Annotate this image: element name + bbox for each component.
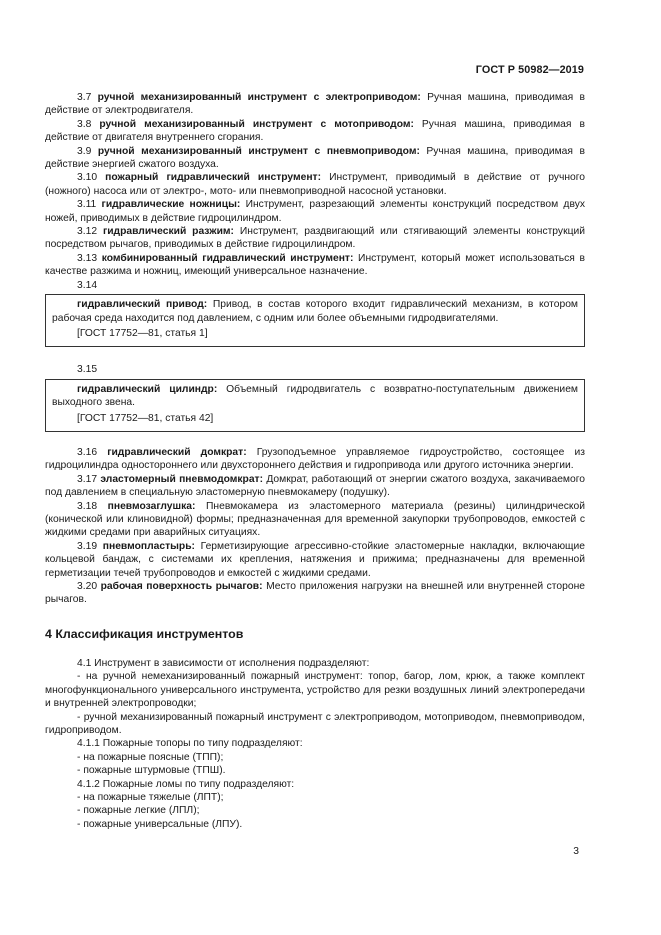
definition-3-9 — [45, 145, 585, 172]
list-item — [45, 764, 585, 777]
paragraph: 4.1.1 Пожарные топоры по типу подразделяют: — [77, 738, 303, 750]
clause-number: 3.18 — [77, 500, 98, 512]
term: гидравлические ножницы: — [101, 199, 241, 211]
clause-number: 3.13 — [77, 252, 98, 264]
quoted-definition-box — [45, 379, 585, 432]
paragraph: 4.1 Инструмент в зависимости от исполнения подразделяют: — [77, 658, 370, 669]
section-4-body — [45, 657, 585, 831]
quoted-definition — [52, 298, 578, 325]
clause-number: 3.9 — [77, 145, 92, 157]
definition-3-13 — [45, 252, 585, 279]
definition-text: Ручная машина, приводимая в действие от электродвигателя. — [45, 92, 585, 117]
definition-text: Место приложения нагрузки на внешней или внутренней стороне рычагов. — [45, 581, 585, 606]
list-dash: - — [77, 751, 81, 763]
document-code: ГОСТ Р 50982—2019 — [475, 64, 584, 76]
clause-number: 3.16 — [77, 446, 98, 458]
definition-text: Герметизирующие агрессивно-стойкие эластомерные накладки, включающие кольцевой бандаж, с системами их крепления, натяжения и прижима; предназначены для временной герметизации течей трубопроводов и емкостей с жидкими средами. — [45, 540, 585, 579]
definition-text: Домкрат, работающий от энергии сжатого воздуха, закачиваемого под давлением в специальную эластомерную пневмокамеру (подушку). — [45, 473, 585, 499]
list-item — [45, 670, 585, 710]
definition-3-17 — [45, 473, 585, 500]
clause-number: 3.14 — [77, 279, 98, 291]
quoted-definition-box — [45, 294, 585, 347]
list-dash: - — [77, 671, 81, 683]
definition-3-12 — [45, 225, 585, 252]
clause-number: 3.12 — [77, 226, 98, 238]
term: эластомерный пневмодомкрат: — [100, 473, 264, 485]
clause-number: 3.8 — [77, 118, 92, 130]
paragraph: 4.1.2 Пожарные ломы по типу подразделяют: — [77, 778, 295, 790]
definition-text: Объемный гидродвигатель с возвратно-поступательным движением выходного звена. — [52, 383, 578, 409]
definition-text: Инструмент, приводимый в действие от ручного (ножного) насоса или от электро-, мото- или пневмоприводной насосной установки. — [45, 172, 585, 197]
list-item — [45, 818, 585, 831]
term: ручной механизированный инструмент с электроприводом: — [97, 92, 421, 103]
clause-number: 3.17 — [77, 473, 98, 485]
list-item-text: пожарные штурмовые (ТПШ). — [83, 765, 226, 777]
list-item-text: на пожарные поясные (ТПП); — [83, 751, 224, 763]
clause-number: 3.11 — [77, 199, 97, 211]
definition-3-18 — [45, 500, 585, 540]
section-heading: 4 Классификация инструментов — [45, 627, 244, 641]
list-dash: - — [77, 765, 81, 777]
definition-text: Инструмент, который может использоваться в качестве разжима и ножниц, имеющий универсальное назначение. — [45, 252, 585, 278]
definition-3-16 — [45, 446, 585, 473]
clause-number: 3.7 — [77, 92, 92, 103]
clause-number: 3.10 — [77, 172, 98, 184]
source-reference: [ГОСТ 17752—81, статья 1] — [77, 327, 208, 339]
definitions-block — [45, 91, 585, 607]
list-dash: - — [77, 818, 81, 830]
term: гидравлический разжим: — [102, 226, 234, 238]
list-item — [45, 791, 585, 804]
list-item-text: пожарные универсальные (ЛПУ). — [83, 818, 243, 830]
term: комбинированный гидравлический инструмент: — [101, 252, 354, 264]
term: ручной механизированный инструмент с пневмоприводом: — [97, 145, 420, 157]
list-item-text: на ручной немеханизированный пожарный инструмент: топор, багор, лом, крюк, а также комплект многофункционального универсального инструмента, устройство для резки воздушных линий электропередачи и внутренней электропроводки; — [45, 671, 585, 710]
clause-number: 3.19 — [77, 540, 98, 552]
term: пожарный гидравлический инструмент: — [105, 172, 322, 184]
clause-number: 3.15 — [77, 364, 98, 376]
source-reference: [ГОСТ 17752—81, статья 42] — [77, 412, 214, 424]
definition-text: Инструмент, разрезающий элементы конструкций посредством двух ножей, приводимых в действие гидроцилиндром. — [45, 199, 585, 224]
term: гидравлический цилиндр: — [77, 383, 218, 395]
list-item — [45, 751, 585, 764]
definition-text: Ручная машина, приводимая в действие энергией сжатого воздуха. — [45, 145, 585, 171]
list-item-text: ручной механизированный пожарный инструмент с электроприводом, мотоприводом, пневмоприводом, гидроприводом. — [45, 711, 585, 737]
definition-3-11 — [45, 198, 585, 225]
list-dash: - — [77, 711, 81, 723]
list-item-text: пожарные легкие (ЛПЛ); — [83, 805, 200, 817]
definition-3-19 — [45, 540, 585, 580]
definition-3-8 — [45, 118, 585, 145]
term: гидравлический домкрат: — [107, 446, 247, 458]
list-item — [45, 711, 585, 738]
term: ручной механизированный инструмент с мотоприводом: — [99, 118, 414, 130]
definition-text: Пневмокамера из эластомерного материала (резины) цилиндрической (конической или клиновидной) формы; предназначенная для временной закупорки трубопроводов, емкостей с жидкими средами при аварийных ситуациях. — [45, 500, 585, 539]
list-item — [45, 804, 585, 817]
list-dash: - — [77, 792, 81, 804]
page-number: 3 — [573, 846, 579, 857]
definition-text: Привод, в состав которого входит гидравлический механизм, в котором рабочая среда находится под давлением, с одним или более объемными гидродвигателями. — [52, 299, 579, 324]
quoted-definition — [52, 383, 578, 410]
term: рабочая поверхность рычагов: — [100, 581, 263, 592]
term: пневмопластырь: — [102, 540, 195, 552]
definition-text: Ручная машина, приводимая в действие от двигателя внутреннего сгорания. — [45, 118, 585, 144]
definition-3-10 — [45, 171, 585, 198]
list-dash: - — [77, 805, 81, 817]
definition-text: Грузоподъемное управляемое гидроустройство, состоящее из гидроцилиндра одностороннего или двухстороннего действия и гидропривода или другого источника энергии. — [45, 446, 585, 472]
list-item-text: на пожарные тяжелые (ЛПТ); — [83, 792, 224, 804]
definition-3-20 — [45, 580, 585, 607]
definition-3-7 — [45, 91, 585, 118]
definition-text: Инструмент, раздвигающий или стягивающий элементы конструкций посредством рычагов, приводимых в действие гидроцилиндром. — [45, 226, 585, 251]
clause-number: 3.20 — [77, 581, 98, 592]
term: пневмозаглушка: — [107, 500, 196, 512]
term: гидравлический привод: — [77, 299, 208, 311]
